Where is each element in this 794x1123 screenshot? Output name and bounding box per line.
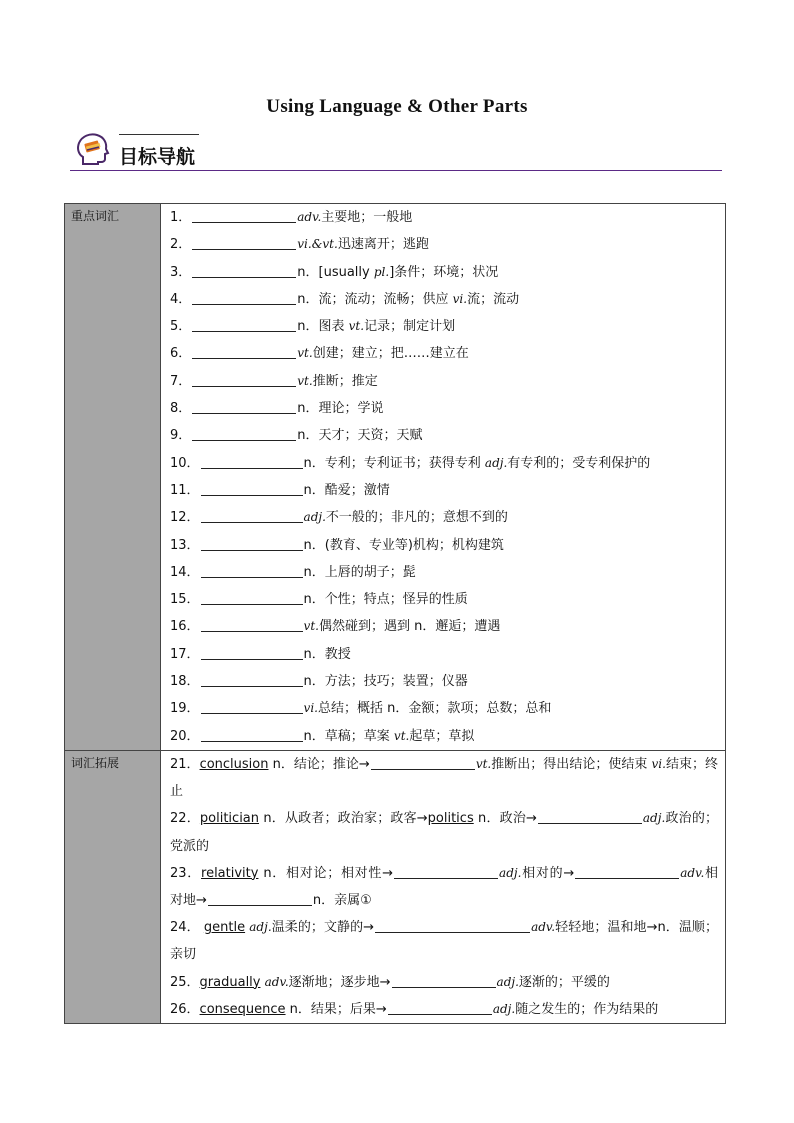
definition: 推断；推定 — [312, 373, 378, 389]
answer-blank[interactable] — [192, 398, 296, 414]
item-number: 2． — [170, 237, 192, 253]
answer-blank[interactable] — [394, 863, 498, 879]
item-number: 18． — [170, 674, 200, 690]
vocab-item-3 — [170, 259, 718, 286]
head-with-book-icon — [73, 130, 111, 168]
part-of-speech: adj. — [484, 455, 508, 470]
answer-blank[interactable] — [201, 453, 303, 469]
item-number: 25． — [170, 974, 200, 990]
ext-item-21 — [170, 751, 718, 805]
answer-blank[interactable] — [208, 890, 312, 906]
definition-prefix: n．流；流动；流畅；供应 — [297, 291, 453, 307]
item-number: 20． — [170, 728, 200, 744]
definition: 主要地；一般地 — [321, 210, 413, 225]
definition-prefix: n．图表 — [297, 319, 349, 335]
answer-blank[interactable] — [201, 644, 303, 660]
definition: 创建；建立；把……建立在 — [312, 346, 469, 362]
vocab-item-7 — [170, 368, 718, 395]
vocab-item-19 — [170, 695, 718, 722]
answer-blank[interactable] — [201, 589, 303, 605]
definition-prefix: n．专利；专利证书；获得专利 — [303, 455, 485, 471]
item-number: 21． — [170, 756, 200, 772]
vocabulary-extension-list — [161, 750, 726, 1023]
definition: 随之发生的；作为结果的 — [515, 1001, 659, 1017]
definition: 总结；概括 n．金额；款项；总数；总和 — [317, 701, 552, 717]
answer-blank[interactable] — [201, 698, 303, 714]
vocabulary-extension-row — [65, 750, 726, 1023]
item-number: 5． — [170, 319, 192, 335]
item-number: 15． — [170, 592, 200, 608]
ext-item-22 — [170, 805, 718, 859]
definition: 逐渐地；逐步地→ — [288, 974, 391, 990]
category-vocabulary-extension: 词汇拓展 — [65, 750, 161, 1023]
definition: n．理论；学说 — [297, 401, 384, 417]
answer-blank[interactable] — [192, 343, 296, 359]
answer-blank[interactable] — [201, 726, 303, 742]
item-number: 13． — [170, 537, 200, 553]
definition: 记录；制定计划 — [364, 319, 456, 335]
answer-blank[interactable] — [192, 207, 296, 223]
item-number: 14． — [170, 564, 200, 580]
item-number: 12． — [170, 510, 200, 526]
item-number: 7． — [170, 373, 192, 389]
vocab-item-6 — [170, 340, 718, 367]
answer-blank[interactable] — [575, 863, 679, 879]
definition: 流；流动 — [467, 291, 520, 307]
item-number: 3． — [170, 264, 192, 280]
vocab-item-15 — [170, 586, 718, 613]
answer-blank[interactable] — [192, 262, 296, 278]
answer-blank[interactable] — [192, 234, 296, 250]
item-number: 22． — [170, 811, 200, 827]
definition: 不一般的；非凡的；意想不到的 — [325, 510, 508, 526]
vocab-item-12 — [170, 504, 718, 531]
item-number: 8． — [170, 401, 192, 417]
ext-item-25 — [170, 969, 718, 996]
part-of-speech: adv. — [264, 974, 289, 989]
definition-prefix: n．[usually — [297, 264, 374, 280]
vocab-item-13 — [170, 532, 718, 559]
part-of-speech: vt. — [475, 756, 492, 771]
headword: politician — [199, 811, 260, 827]
part-of-speech: vt. — [348, 319, 365, 334]
vocab-item-10 — [170, 450, 718, 477]
definition: 轻轻地；温和地→n．温顺；亲切 — [170, 920, 718, 963]
part-of-speech: vt. — [297, 346, 313, 361]
definition: n．亲属① — [312, 892, 372, 908]
part-of-speech: vi. — [651, 756, 666, 771]
headword: consequence — [199, 1001, 286, 1017]
answer-blank[interactable] — [371, 754, 475, 770]
item-number: 26． — [170, 1001, 200, 1017]
answer-blank[interactable] — [201, 480, 303, 496]
answer-blank[interactable] — [192, 316, 296, 332]
answer-blank[interactable] — [201, 507, 303, 523]
headword: gradually — [199, 974, 261, 990]
part-of-speech: vi.&vt. — [297, 237, 338, 252]
definition-prefix: n．草稿；草案 — [303, 728, 394, 744]
vocab-item-4 — [170, 286, 718, 313]
answer-blank[interactable] — [201, 562, 303, 578]
answer-blank[interactable] — [538, 808, 642, 824]
vocabulary-table — [64, 203, 726, 1024]
headword: conclusion — [199, 756, 269, 772]
answer-blank[interactable] — [201, 535, 303, 551]
definition: n．个性；特点；怪异的性质 — [303, 592, 468, 608]
key-vocabulary-row — [65, 204, 726, 751]
item-number: 4． — [170, 291, 192, 307]
part-of-speech: adj. — [492, 1001, 516, 1016]
item-number: 19． — [170, 701, 200, 717]
part-of-speech: adj. — [303, 510, 326, 525]
definition: n．相对论；相对性→ — [258, 865, 394, 881]
answer-blank[interactable] — [201, 616, 303, 632]
definition: n．结果；后果→ — [285, 1001, 387, 1017]
definition: n．方法；技巧；装置；仪器 — [303, 674, 468, 690]
definition: 结束；终止 — [170, 756, 718, 800]
ext-item-23 — [170, 860, 718, 914]
definition: 推断出；得出结论；使结束 — [491, 756, 652, 772]
part-of-speech: adj. — [499, 865, 522, 880]
part-of-speech: vt. — [297, 373, 313, 388]
answer-blank[interactable] — [375, 917, 530, 933]
vocab-item-20 — [170, 723, 718, 750]
section-divider — [70, 170, 722, 171]
definition: 政治的；党派的 — [170, 811, 719, 854]
definition: n．酷爱；激情 — [303, 482, 390, 498]
part-of-speech: adj. — [496, 974, 519, 989]
part-of-speech: pl. — [373, 264, 390, 279]
vocab-item-8 — [170, 395, 718, 422]
answer-blank[interactable] — [192, 371, 296, 387]
ext-item-26 — [170, 996, 718, 1023]
definition: n．天才；天资；天赋 — [297, 428, 423, 444]
definition: 有专利的；受专利保护的 — [507, 455, 651, 471]
vocab-item-17 — [170, 641, 718, 668]
item-number: 10． — [170, 455, 200, 471]
vocab-item-1 — [170, 204, 718, 231]
part-of-speech: adv. — [531, 920, 556, 935]
item-number: 24． — [170, 920, 200, 936]
definition: 相对地→ — [170, 865, 718, 908]
section-overline — [119, 134, 199, 135]
part-of-speech: adj. — [249, 920, 272, 935]
definition: 起草；草拟 — [409, 728, 475, 744]
headword: gentle — [203, 920, 246, 936]
section-heading: 目标导航 — [119, 146, 196, 168]
vocab-item-5 — [170, 313, 718, 340]
item-number: 17． — [170, 646, 200, 662]
item-number: 11． — [170, 482, 200, 498]
vocab-item-14 — [170, 559, 718, 586]
definition: 迅速离开；逃跑 — [337, 237, 429, 253]
vocab-item-2 — [170, 231, 718, 258]
definition: n．从政者；政治家；政客→ — [259, 811, 428, 827]
headword: relativity — [201, 865, 259, 881]
category-key-vocabulary: 重点词汇 — [65, 204, 161, 751]
item-number: 1． — [170, 210, 192, 225]
answer-blank[interactable] — [392, 972, 496, 988]
definition: 偶然碰到；遇到 n．邂逅；遭遇 — [318, 619, 501, 635]
page-title: Using Language & Other Parts — [266, 96, 528, 117]
part-of-speech: adj. — [642, 811, 666, 826]
ext-item-24 — [170, 914, 718, 968]
part-of-speech: adv. — [680, 865, 705, 880]
vocab-item-16 — [170, 613, 718, 640]
vocab-item-11 — [170, 477, 718, 504]
answer-blank[interactable] — [201, 671, 303, 687]
part-of-speech: adv. — [297, 210, 322, 224]
item-number: 23． — [170, 865, 202, 881]
part-of-speech: vi. — [452, 291, 468, 306]
definition: n．教授 — [303, 646, 351, 662]
answer-blank[interactable] — [192, 289, 296, 305]
definition: n．上唇的胡子；髭 — [303, 564, 416, 580]
related-word: politics — [427, 811, 474, 827]
vocab-item-18 — [170, 668, 718, 695]
answer-blank[interactable] — [192, 425, 296, 441]
definition: ]条件；环境；状况 — [389, 264, 499, 280]
definition: n．政治→ — [473, 811, 537, 827]
definition: 逐渐的；平缓的 — [518, 974, 610, 990]
item-number: 16． — [170, 619, 200, 635]
key-vocabulary-list — [161, 204, 726, 751]
item-number: 6． — [170, 346, 192, 362]
definition: n．结论；推论→ — [268, 756, 370, 772]
definition: 温柔的；文静的→ — [271, 920, 375, 936]
vocab-item-9 — [170, 422, 718, 449]
answer-blank[interactable] — [388, 999, 492, 1015]
definition: n．(教育、专业等)机构；机构建筑 — [303, 537, 504, 553]
definition: 相对的→ — [521, 865, 575, 881]
part-of-speech: vi. — [303, 701, 318, 716]
item-number: 9． — [170, 428, 192, 444]
part-of-speech: vt. — [303, 619, 319, 634]
part-of-speech: vt. — [393, 728, 410, 743]
